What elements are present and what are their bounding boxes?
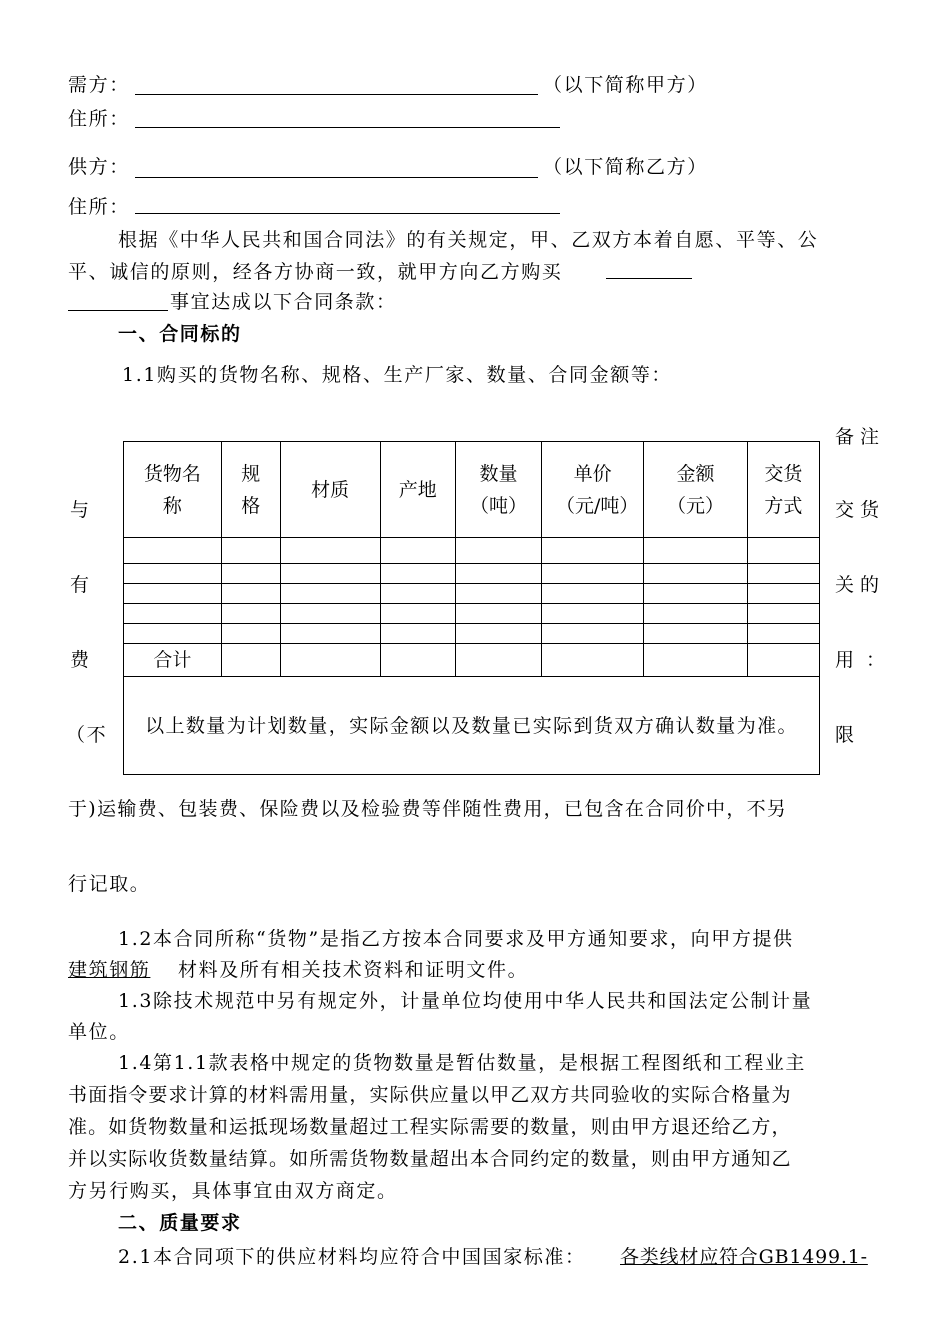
cell[interactable] (644, 564, 748, 584)
buyer-address-blank[interactable] (135, 127, 560, 128)
cell[interactable] (747, 604, 819, 624)
after-table-line-1: 于)运输费、包装费、保险费以及检验费等伴随性费用，已包含在合同价中，不另 (68, 798, 788, 820)
cell[interactable] (124, 584, 222, 604)
header-delivery: 交货方式 (747, 442, 819, 538)
after-table-line-2: 行记取。 (68, 873, 151, 895)
header-amount: 金额（元） (644, 442, 748, 538)
clause-1-4c: 准。如货物数量和运抵现场数量超过工程实际需要的数量，则由甲方退还给乙方， (68, 1116, 792, 1138)
cell[interactable] (280, 644, 380, 677)
cell[interactable] (380, 604, 455, 624)
clause-1-4a: 1.4第1.1款表格中规定的货物数量是暂估数量，是根据工程图纸和工程业主 (118, 1052, 807, 1074)
total-row (124, 644, 820, 677)
cell[interactable] (221, 624, 280, 644)
header-material: 材质 (280, 442, 380, 538)
seller-name-blank[interactable] (135, 177, 538, 178)
purchase-item-blank-2[interactable] (68, 310, 168, 311)
cell[interactable] (280, 604, 380, 624)
buyer-label: 需方： (68, 74, 130, 96)
clause-1-4d: 并以实际收货数量结算。如所需货物数量超出本合同约定的数量，则由甲方通知乙 (68, 1148, 792, 1170)
header-goods-name: 货物名称 (124, 442, 222, 538)
cell[interactable] (747, 538, 819, 564)
header-origin: 产地 (380, 442, 455, 538)
cell[interactable] (644, 584, 748, 604)
cell[interactable] (456, 538, 542, 564)
side-left-3: 费 (70, 649, 91, 671)
table-row (124, 584, 820, 604)
side-right-5: 限 (835, 724, 856, 746)
cell[interactable] (280, 564, 380, 584)
side-left-1: 与 (70, 499, 91, 521)
cell[interactable] (124, 538, 222, 564)
cell[interactable] (747, 624, 819, 644)
table-note: 以上数量为计划数量，实际金额以及数量已实际到货双方确认数量为准。 (124, 677, 820, 775)
cell[interactable] (456, 644, 542, 677)
buyer-name-blank[interactable] (135, 94, 538, 95)
table-row (124, 624, 820, 644)
seller-address-label: 住所： (68, 196, 130, 218)
cell[interactable] (380, 644, 455, 677)
clause-2-1-standard: 各类线材应符合GB1499.1- (620, 1246, 868, 1268)
clause-1-1: 1.1购买的货物名称、规格、生产厂家、数量、合同金额等： (122, 364, 673, 386)
cell[interactable] (747, 644, 819, 677)
header-spec: 规格 (221, 442, 280, 538)
cell[interactable] (542, 538, 644, 564)
cell[interactable] (542, 564, 644, 584)
buyer-address-label: 住所： (68, 108, 130, 130)
cell[interactable] (542, 644, 644, 677)
cell[interactable] (221, 644, 280, 677)
cell[interactable] (456, 564, 542, 584)
clause-1-2a: 1.2本合同所称“货物”是指乙方按本合同要求及甲方通知要求，向甲方提供 (118, 928, 794, 950)
section-1-heading: 一、合同标的 (118, 323, 242, 345)
table-row (124, 604, 820, 624)
seller-label: 供方： (68, 156, 130, 178)
clause-2-1a: 2.1本合同项下的供应材料均应符合中国国家标准： (118, 1246, 586, 1268)
table-row (124, 564, 820, 584)
side-right-1: 备注 (835, 426, 886, 448)
cell[interactable] (380, 564, 455, 584)
side-right-3: 关的 (835, 574, 886, 596)
cell[interactable] (380, 584, 455, 604)
clause-1-2b: 材料及所有相关技术资料和证明文件。 (178, 959, 529, 981)
cell[interactable] (280, 624, 380, 644)
seller-address-blank[interactable] (135, 213, 560, 214)
side-left-4: （不 (66, 724, 108, 746)
cell[interactable] (542, 604, 644, 624)
header-unit-price: 单价（元/吨） (542, 442, 644, 538)
clause-1-4b: 书面指令要求计算的材料需用量，实际供应量以甲乙双方共同验收的实际合格量为 (68, 1084, 792, 1106)
cell[interactable] (280, 584, 380, 604)
total-label: 合计 (124, 644, 222, 677)
intro-line-1: 根据《中华人民共和国合同法》的有关规定，甲、乙双方本着自愿、平等、公 (118, 229, 819, 251)
goods-table (123, 441, 820, 775)
section-2-heading: 二、质量要求 (118, 1212, 242, 1234)
cell[interactable] (747, 584, 819, 604)
side-right-4: 用： (835, 649, 898, 671)
cell[interactable] (280, 538, 380, 564)
intro-line-2: 平、诚信的原则，经各方协商一致，就甲方向乙方购买 (68, 261, 563, 283)
cell[interactable] (747, 564, 819, 584)
header-quantity: 数量（吨） (456, 442, 542, 538)
clause-1-3b: 单位。 (68, 1021, 130, 1043)
cell[interactable] (644, 644, 748, 677)
cell[interactable] (380, 624, 455, 644)
intro-line-3: 事宜达成以下合同条款： (170, 291, 397, 313)
cell[interactable] (456, 604, 542, 624)
cell[interactable] (644, 604, 748, 624)
side-left-2: 有 (70, 574, 91, 596)
cell[interactable] (456, 584, 542, 604)
purchase-item-blank[interactable] (606, 278, 692, 279)
cell[interactable] (221, 604, 280, 624)
clause-1-4e: 方另行购买，具体事宜由双方商定。 (68, 1180, 398, 1202)
cell[interactable] (124, 604, 222, 624)
cell[interactable] (644, 624, 748, 644)
buyer-suffix: （以下简称甲方） (543, 74, 708, 96)
cell[interactable] (542, 624, 644, 644)
cell[interactable] (644, 538, 748, 564)
cell[interactable] (456, 624, 542, 644)
clause-1-2-material: 建筑钢筋 (68, 959, 151, 981)
cell[interactable] (380, 538, 455, 564)
cell[interactable] (124, 564, 222, 584)
cell[interactable] (221, 564, 280, 584)
cell[interactable] (124, 624, 222, 644)
seller-suffix: （以下简称乙方） (543, 156, 708, 178)
cell[interactable] (221, 538, 280, 564)
side-right-2: 交货 (835, 499, 886, 521)
clause-1-3a: 1.3除技术规范中另有规定外，计量单位均使用中华人民共和国法定公制计量 (118, 990, 813, 1012)
cell[interactable] (221, 584, 280, 604)
cell[interactable] (542, 584, 644, 604)
table-row (124, 538, 820, 564)
